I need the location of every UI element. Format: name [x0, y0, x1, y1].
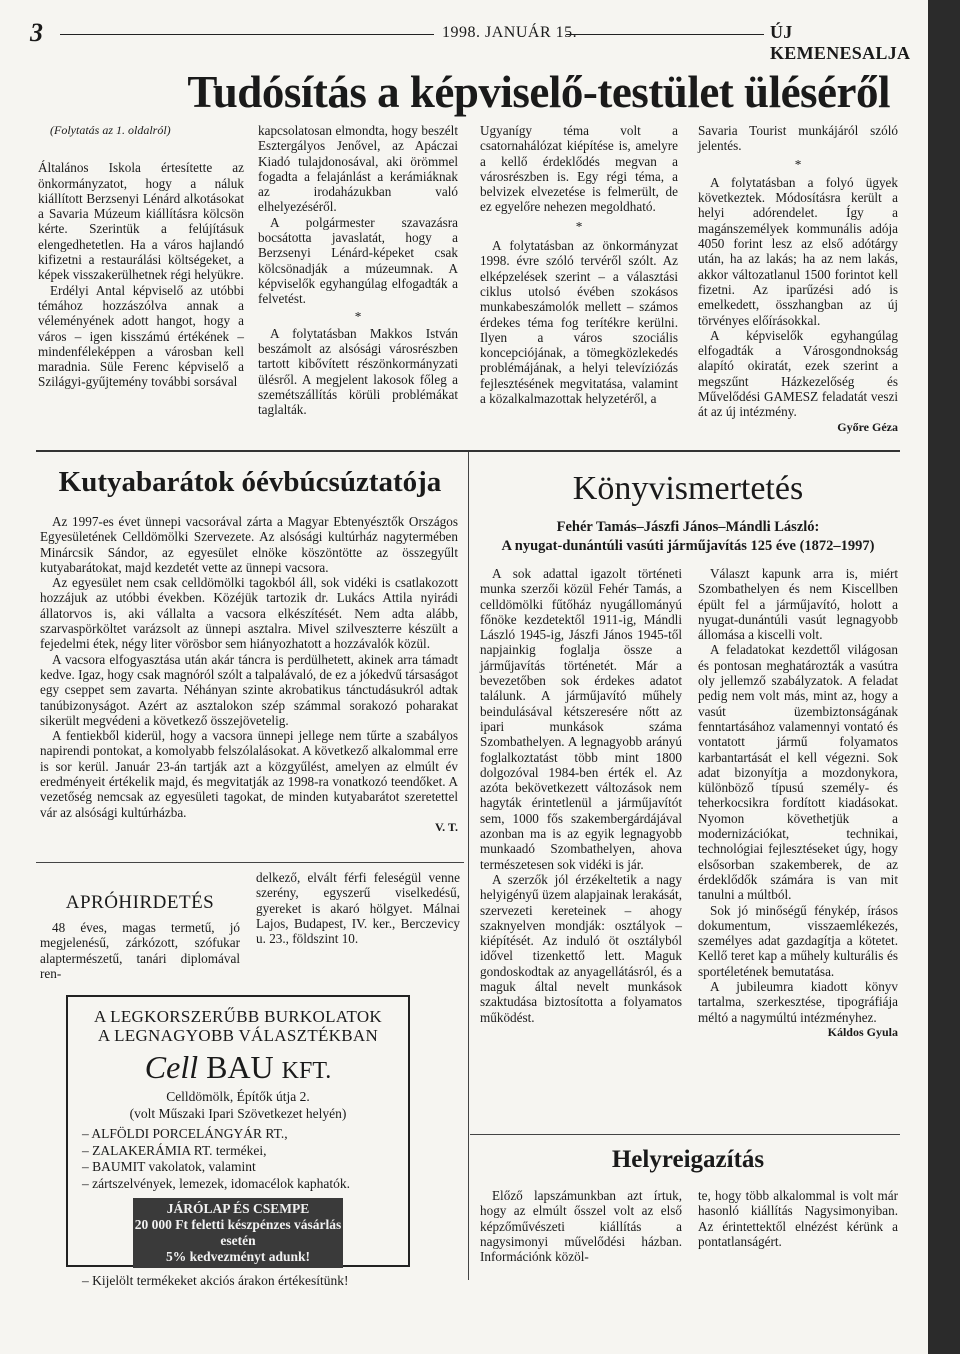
paragraph: A képviselők egyhangúlag elfogadták a Városgondnokság alapító okiratát, ezek szerint a megszűnt Házkezelőség és Művelődési GAMESZ feladatát veszi át az új intézmény. — [698, 327, 898, 420]
logo-cell: Cell — [144, 1049, 199, 1085]
paragraph: delkező, elvált férfi feleségül venne szerény, egyszerű viselkedésű, gyereket is akaró hölgyet. Málnai Lajos, Budapest, IV. ker., Berczevicy u. 23., földszint 10. — [256, 870, 460, 947]
header-rule-right — [566, 34, 764, 35]
paragraph: A folytatásban a folyó ügyek következtek. Módosításra került a helyi adórendelet. Így a magánszemélyek kommunális adója 4050 forint lesz az első adótárgy után, ha az lakás; ha az nem lakás, akkor változatlanul 1500 forintot kell fizetni. Az iparűzési adó is emelkedett, összhangban az új törvényes előírásokkal. — [698, 174, 898, 328]
byline: Káldos Gyula — [827, 1024, 898, 1039]
list-item: – zártszelvények, lemezek, idomacélok kaphatók. — [82, 1176, 408, 1193]
promo-line: 20 000 Ft feletti készpénzes vásárlás esetén — [134, 1217, 342, 1248]
advert-footer: – Kijelölt termékeket akciós árakon értékesítünk! — [82, 1273, 349, 1288]
paragraph: 48 éves, magas termetű, jó megjelenésű, zárkózott, szófukar alaptermészetű, tanári diplomával ren- — [40, 920, 240, 981]
correction-title: Helyreigazítás — [611, 1146, 765, 1173]
dogs-title: Kutyabarátok óévbúcsúztatója — [58, 466, 442, 498]
promo-line: JÁRÓLAP ÉS CSEMPE — [166, 1201, 310, 1216]
main-col-4 — [698, 123, 898, 435]
paragraph: kapcsolatosan elmondta, hogy beszélt Esztergályos Jenővel, az Apáczai Kiadó tulajdonosával, aki örömmel fogadta a felajánlást a kerámiáknak az irodaházukban való elhelyezéséről. — [258, 123, 458, 215]
paragraph: A fentiekből kiderül, hogy a vacsora ünnepi jellege nem tűrte a szabályos napirendi pontokat, a komolyabb felszólalásokat. A következő alkalommal erre is sor kerül. Január 23-án tartják azt a közgyűlést, amelyen az elmúlt év eredményeit értékelik majd, és megvitatják az 1998-ra vonatkozó teendőket. A vezetőség nemcsak az egyesületi tagokat, de minden kutyabarátot szeretettel vár az alsósági kultúrházba. — [40, 728, 458, 820]
books-col-2 — [698, 566, 898, 1040]
byline: Győre Géza — [837, 419, 898, 434]
section-divider — [36, 862, 464, 863]
page-number: 3 — [30, 18, 43, 47]
paragraph: Sok jó minőségű fénykép, írásos dokumentum, visszaemlékezés, személyes adat gazdagítja a kötetet. Kellő teret kap a műhely kulturális és sportéletének bemutatása. — [698, 902, 898, 979]
classified-title: APRÓHIRDETÉS — [65, 892, 215, 913]
paragraph: Savaria Tourist munkájáról szóló jelentés. — [698, 123, 898, 154]
advert-line-2: A LEGNAGYOBB VÁLASZTÉKBAN — [97, 1026, 379, 1045]
paragraph: Az 1997-es évet ünnepi vacsorával zárta a Magyar Ebtenyésztők Országos Egyesületének Celldömölki Szervezete. Az alsósági kultúrház nagytermében Minárcsik Sándor, az egyesület elnöke köszöntötte az összegyűlt kutyabarátokat, majd kezdetét vette az ünnepi vacsora. — [40, 514, 458, 575]
issue-date: 1998. JANUÁR 15. — [442, 24, 578, 41]
cellbau-advert — [66, 995, 410, 1288]
header-rule-left — [60, 34, 434, 35]
paragraph: A folytatásban Makkos István beszámolt az alsósági városrészben tartott kibővített részönkormányzati ülésről. A megjelent lakosok főleg a szemétszállítás körüli problémákat taglalták. — [258, 325, 458, 418]
continued-note: (Folytatás az 1. oldalról) — [50, 123, 171, 137]
paragraph: Választ kapunk arra is, miért Szombathelyen és nem Kiscellben épült fel a járműjavító, holott a nyugat-dunántúli vasút legnagyobb állomása a kiscelli volt. — [698, 566, 898, 643]
list-item: – ALFÖLDI PORCELÁNGYÁR RT., — [82, 1126, 408, 1143]
paragraph: A folytatásban az önkormányzat 1998. évre szóló tervéről szólt. Az elképzelések szerint – a választási ciklus utolsó évében szokásos munkabeszámolók mellett – számos érdekes téma fog terítékre kerülni. Ilyen a város szociális koncepciójának, a tömegközlekedés problémájának, a helyi televíziózás fejlesztésének megvitatása, valamint a közalkalmazottak helyzetéről, a — [480, 238, 678, 407]
list-item: – ZALAKERÁMIA RT. termékei, — [82, 1143, 408, 1160]
paragraph: A vacsora elfogyasztása után akár táncra is perdülhetett, akinek arra támadt kedve. Igaz, hogy csak magnóról szólt a talpalávaló, de ez a jókedvű társaságot egy cseppet sem zavarta. Néhányan szinte akrobatikus tánctudásukról adtak tanúbizonyságot. Azért az asztalokon szép számmal sorakozó poharakat sikerült megvédeni a következő összejövetelig. — [40, 651, 458, 728]
paragraph: A jubileumra kiadott könyv tartalma, szerkesztése, tipográfiája méltó a nagymúltú intézményhez. — [698, 979, 898, 1025]
books-title: Könyvismertetés — [572, 470, 804, 507]
promo-line: 5% kedvezményt adunk! — [165, 1249, 310, 1264]
books-authors: Fehér Tamás–Jászfi János–Mándli László: — [556, 519, 820, 535]
logo-kft: KFT. — [281, 1058, 332, 1084]
paragraph: Előző lapszámunkban azt írtuk, hogy az elmúlt ősszel volt az első képzőművészeti kiállítás a nagysimonyi művelődési házban. Információnk közöl- — [480, 1188, 682, 1265]
paragraph: A szerzők jól érzékeltetik a nagy helyigényű üzem alapjainak lerakását, szervezeti kereteinek – ahogy szaknyelven mondják: osztályok – kiépítését. Az induló öt osztályból idővel tizenkettő lett. Maguk gondoskodtak az anyagellátásról, és a maguk által nevelt munkások szaktudása biztosította a folyamatos működést. — [480, 871, 682, 1025]
separator: * — [575, 218, 583, 234]
paragraph: te, hogy több alkalommal is volt már hasonló kiállítás Nagysimonyiban. Az érintettektől elnézést kérünk a pontatlanságért. — [698, 1188, 898, 1249]
books-subtitle: A nyugat-dunántúli vasúti járműjavítás 125 éve (1872–1997) — [501, 538, 875, 554]
page-header — [30, 18, 911, 63]
section-divider — [470, 1134, 900, 1135]
paragraph: A feladatokat kezdettől világosan és pontosan meghatározták a vasútra oly jellemző szabályzatok. A feladat pedig nem volt más, mint az, hogy a vasút üzembiztonságának fenntartásához valamennyi vontató és vontatott jármű folyamatos karbantartását el kell végezni. Sok adat bizonyítja a mozdonykora, különböző típusú személy- és teherkocsikra fordított kiadásokat. Nyomon követhetjük a modernizációkat, technikai, technológiai fejlesztéseket úgy, hogy elsősorban szakemberek, de az érdeklődők számára is van mit tanulni a múltból. — [698, 642, 898, 903]
logo-bau: BAU — [206, 1049, 274, 1085]
paragraph: Általános Iskola értesítette az önkormányzatot, hogy a náluk kiállított Berzsenyi Lénárd alkotásokat a Savaria Múzeum kiállításra kölcsön kérte. Szerintük a felújításuk elengedhetetlen. Ha a város hajlandó kifizetni a restaurálási költségeket, a képek visszakerülhetnek régi helyükre. — [38, 160, 244, 283]
main-col-2 — [258, 123, 458, 418]
advert-product-list — [68, 1126, 408, 1192]
classified-col-1 — [40, 920, 240, 981]
separator: * — [354, 308, 362, 324]
advert-address: Celldömölk, Építők útja 2. — [166, 1089, 310, 1104]
advert-line-1: A LEGKORSZERŰBB BURKOLATOK — [93, 1007, 382, 1026]
list-item: – BAUMIT vakolatok, valamint — [82, 1159, 408, 1176]
paper-name: ÚJ KEMENESALJA — [770, 22, 911, 63]
correction-col-2 — [698, 1188, 898, 1249]
scan-edge — [928, 0, 960, 1354]
byline: V. T. — [434, 819, 458, 834]
main-headline: Tudósítás a képviselő-testület üléséről — [187, 67, 890, 117]
classified-col-2 — [256, 870, 460, 946]
advert-logo — [68, 1049, 408, 1089]
separator: * — [794, 156, 802, 172]
main-col-3 — [480, 123, 678, 406]
main-col-1 — [38, 123, 244, 390]
dogs-article — [40, 514, 458, 835]
advert-address-note: (volt Műszaki Ipari Szövetkezet helyén) — [129, 1105, 347, 1121]
paragraph: Ugyanígy téma volt a csatornahálózat kiépítése is, amelyre a kellő érdeklődés megvan a városrészben is. Egy régi téma, a belvizek elvezetése is felmerült, de ez egyelőre nehezen megoldható. — [480, 123, 678, 215]
advert-promo-box — [133, 1198, 343, 1268]
column-divider — [468, 452, 469, 1280]
books-col-1 — [480, 566, 682, 1025]
paragraph: Erdélyi Antal képviselő az utóbbi témához hozzászólva annak a véleményének adott hangot, hogy a város – igen kisszámú értékének – mindenféleképpen a városban kell maradnia. Süle Ferenc képviselő a Szilágyi-gyűjtemény további sorsával — [38, 282, 244, 390]
correction-col-1 — [480, 1188, 682, 1264]
paragraph: A polgármester szavazásra bocsátotta javaslatát, hogy a Berzsenyi Lénárd-képeket csak kölcsönadják a múzeumnak. A képviselők egyhangúlag elfogadták a felvetést. — [258, 214, 458, 307]
paragraph: Az egyesület nem csak celldömölki tagokból áll, sok vidéki is csatlakozott hozzájuk az utóbbi években. Közéjük tartozik dr. Lukács Attila nyirádi állatorvos is, aki vállalta a vacsora elkészítését. Nem adta alább, szarvaspörköltet varázsolt az ünnepi asztalra. Mivel szilveszterre készült a fejedelmi étek, négy liter vörösbor sem hiányozhatott a hozzávalók közül. — [40, 575, 458, 652]
paragraph: A sok adattal igazolt történeti munka szerzői közül Fehér Tamás, a celldömölki fűtőház nyugállományú főnöke kezdetektől 1911-ig, Mándli László 1945-ig, Jászfi János 1945-től napjainkig foglalja össze a járműjavítás történetét. Már a bevezetőben sok érdekes adatot találunk. A járműjavító műhely beindulásával kétszeresére nőtt az ipari munkások száma Szombathelyen. A legnagyobb arányú foglalkoztatást több mint 1800 dolgozóval 1984-ben érték el. Az azóta bekövetkezett változások nem hagyták érintetlenül a járműjavítót sem, 1000 fős szakembergárdájával azonban ma is az egyik legnagyobb munkaadó Szombathelyen, ahova természetesen sok vidéki is jár. — [480, 566, 682, 872]
